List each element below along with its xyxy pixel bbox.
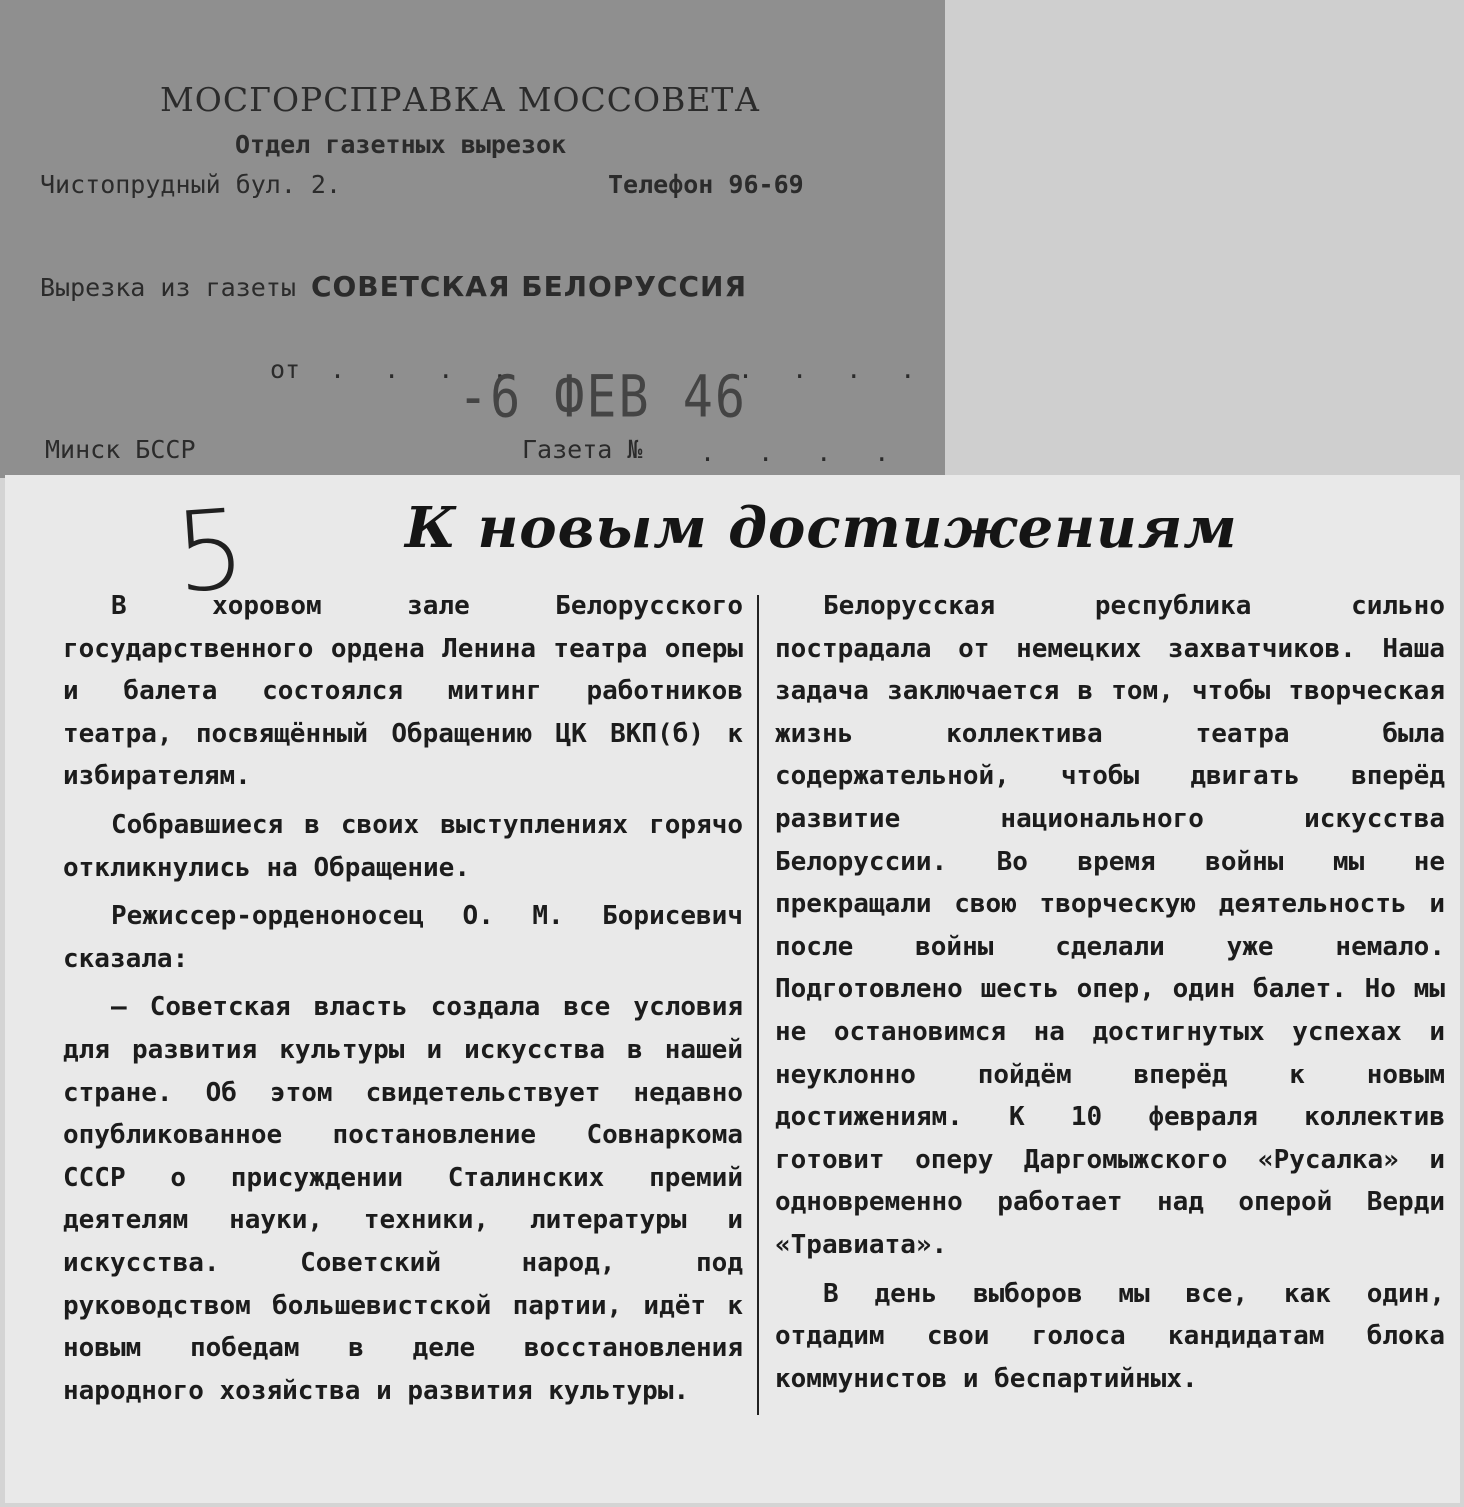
article-paragraph: Режиссер-орденоносец О. М. Борисевич сказала: [63,901,743,974]
article-paragraph: В день выборов мы все, как один, отдадим свои голоса кандидатам блока коммунистов и беспартийных. [775,1278,1445,1394]
stamp-issue-label: Газета № [522,435,643,464]
stamp-newspaper-name: СОВЕТСКАЯ БЕЛОРУССИЯ [310,270,747,303]
stamp-clipping-line [40,270,747,303]
clipping-service-stamp [0,0,945,478]
stamp-address: Чистопрудный бул. 2. [40,170,342,199]
article-headline: К новым достижениям [405,495,1238,561]
handwritten-number: 5 [170,484,250,618]
stamp-city: Минск БССР [45,435,196,464]
article-paragraph: — Советская власть создала все условия для развития культуры и искусства в нашей стране. Об этом свидетельствует недавно опубликованное постановление Совнаркома СССР о присуждении Сталинских премий деятелям науки, техники, литературы и искусства. Советский народ, под руководством большевистской партии, идёт к новым победам в деле восстановления народного хозяйства и развития культуры. [63,992,743,1406]
stamp-issue-dots: . . . . [700,438,904,467]
column-divider [757,595,759,1415]
article-right-column [775,585,1445,1406]
article-paragraph: Собравшиеся в своих выступлениях горячо откликнулись на Обращение. [63,809,743,883]
stamp-clipping-label: Вырезка из газеты [40,273,296,302]
background-right [940,0,1464,480]
stamp-date: -6 ФЕВ 46 [458,363,747,431]
article-left-column [63,585,743,1418]
stamp-department: Отдел газетных вырезок [235,130,567,159]
stamp-phone: Телефон 96-69 [608,170,804,199]
article-paragraph: Белорусская республика сильно пострадала от немецких захватчиков. Наша задача заключается в том, чтобы творческая жизнь коллектива театра была содержательной, чтобы двигать вперёд развитие национального искусства Белоруссии. Во время войны мы не прекращали свою творческую деятельность и после войны сделали уже немало. Подготовлено шесть опер, один балет. Но мы не остановимся на достигнутых успехах и неуклонно пойдём вперёд к новым достижениям. К 10 февраля коллектив готовит оперу Даргомыжского «Русалка» и одновременно работает над оперой Верди «Травиата». [775,591,1445,1260]
stamp-dots-after-date: . . . . [738,355,928,384]
article-paragraph: В хоровом зале Белорусского государственного ордена Ленина театра оперы и балета состоялся митинг работников театра, посвящённый Обращению ЦК ВКП(б) к избирателям. [63,591,743,792]
stamp-dots-before-date: . . . . [330,355,520,384]
stamp-from-label: от [270,355,301,384]
stamp-org-name: МОСГОРСПРАВКА МОССОВЕТА [160,80,761,119]
newspaper-clipping [5,475,1460,1503]
